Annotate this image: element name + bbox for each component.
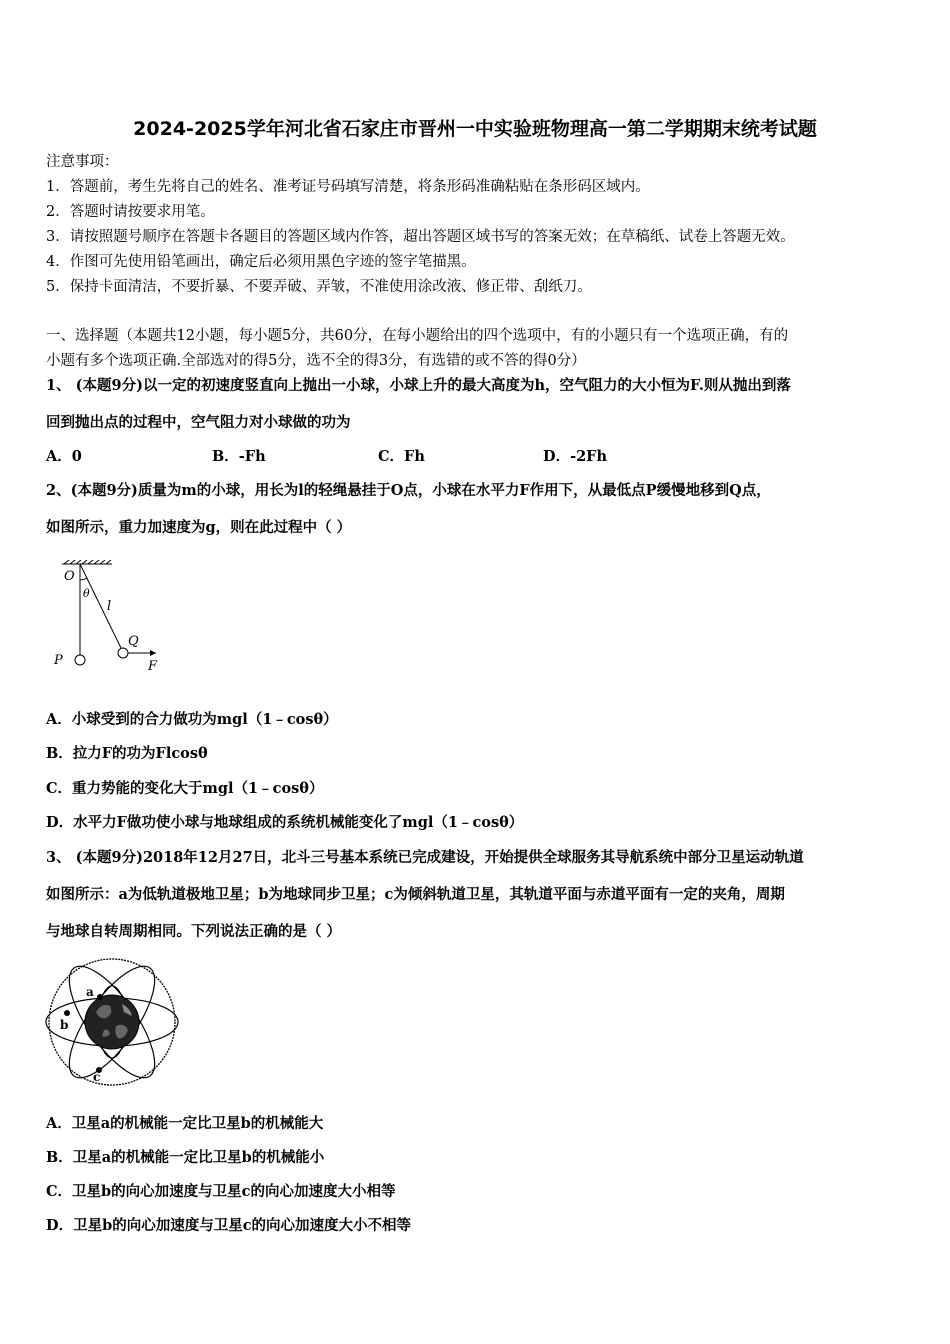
- label-o: O: [64, 569, 75, 584]
- q1-option-d: D．-2Fh: [543, 448, 608, 465]
- question-3-stem: 如图所示：a为低轨道极地卫星；b为地球同步卫星；c为倾斜轨道卫星，其轨道平面与赤道平面有一定的夹角，周期: [46, 886, 785, 903]
- tilted-string: [80, 564, 121, 648]
- q3-option-d: D．卫星b的向心加速度与卫星c的向心加速度大小不相等: [46, 1217, 412, 1234]
- question-1-stem: 1、 (本题9分)以一定的初速度竖直向上抛出一小球，小球上升的最大高度为h，空气阻力的大小恒为F.则从抛出到落: [46, 377, 791, 394]
- notice-heading: 注意事项：: [46, 154, 119, 170]
- notice-item: 5．保持卡面清洁，不要折暴、不要弄破、弄皱，不准使用涂改液、修正带、刮纸刀。: [46, 279, 592, 295]
- section-instruction: 一、选择题（本题共12小题，每小题5分，共60分，在每小题给出的四个选项中，有的小题只有一个选项正确，有的: [46, 328, 789, 344]
- label-b: b: [60, 1018, 69, 1032]
- question-3-stem: 与地球自转周期相同。下列说法正确的是（ ）: [46, 923, 342, 940]
- q1-option-c: C．Fh: [378, 448, 425, 465]
- label-theta: θ: [83, 587, 90, 600]
- q2-option-a: A．小球受到的合力做功为mgl（1﹣cosθ）: [46, 711, 338, 728]
- label-q: Q: [128, 634, 139, 649]
- label-l: l: [107, 599, 112, 614]
- q3-option-a: A．卫星a的机械能一定比卫星b的机械能大: [46, 1115, 324, 1132]
- notice-item: 3．请按照题号顺序在答题卡各题目的答题区域内作答，超出答题区域书写的答案无效；在草稿纸、试卷上答题无效。: [46, 229, 795, 245]
- q2-option-c: C．重力势能的变化大于mgl（1﹣cosθ）: [46, 780, 324, 797]
- pendulum-figure: [50, 560, 170, 675]
- label-p: P: [54, 653, 63, 668]
- section-instruction: 小题有多个选项正确.全部选对的得5分，选不全的得3分，有选错的或不答的得0分）: [46, 353, 586, 369]
- q1-option-a: A．0: [46, 448, 82, 465]
- q3-option-b: B．卫星a的机械能一定比卫星b的机械能小: [46, 1149, 325, 1166]
- label-c: c: [93, 1070, 101, 1084]
- satellite-a: [97, 994, 103, 1000]
- arrow-head: [150, 650, 156, 656]
- label-f: F: [148, 659, 158, 674]
- label-a: a: [86, 985, 94, 999]
- ball-p: [75, 655, 85, 665]
- ceiling-support: [62, 560, 112, 564]
- question-3-stem: 3、 (本题9分)2018年12月27日，北斗三号基本系统已完成建设，开始提供全球服务其导航系统中部分卫星运动轨道: [46, 849, 804, 866]
- q2-option-b: B．拉力F的功为Flcosθ: [46, 745, 208, 762]
- angle-arc: [80, 578, 87, 580]
- q1-option-b: B．-Fh: [212, 448, 266, 465]
- satellite-b: [64, 1010, 70, 1016]
- earth: [85, 995, 139, 1049]
- ball-q: [118, 648, 128, 658]
- page-title: 2024-2025学年河北省石家庄市晋州一中实验班物理高一第二学期期末统考试题: [133, 118, 817, 140]
- notice-item: 4．作图可先使用铅笔画出，确定后必须用黑色字迹的签字笔描黑。: [46, 254, 476, 270]
- q2-option-d: D．水平力F做功使小球与地球组成的系统机械能变化了mgl（1﹣cosθ）: [46, 814, 524, 831]
- q3-option-c: C．卫星b的向心加速度与卫星c的向心加速度大小相等: [46, 1183, 396, 1200]
- question-1-stem: 回到抛出点的过程中，空气阻力对小球做的功为: [46, 414, 351, 431]
- question-2-stem: 2、(本题9分)质量为m的小球，用长为l的轻绳悬挂于O点，小球在水平力F作用下，从最低点P缓慢地移到Q点，: [46, 482, 771, 499]
- question-2-stem: 如图所示，重力加速度为g，则在此过程中（ ）: [46, 519, 352, 536]
- notice-item: 2．答题时请按要求用笔。: [46, 204, 215, 220]
- notice-item: 1．答题前，考生先将自己的姓名、准考证号码填写清楚，将条形码准确粘贴在条形码区域内。: [46, 179, 650, 195]
- satellite-orbits-figure: [44, 956, 180, 1088]
